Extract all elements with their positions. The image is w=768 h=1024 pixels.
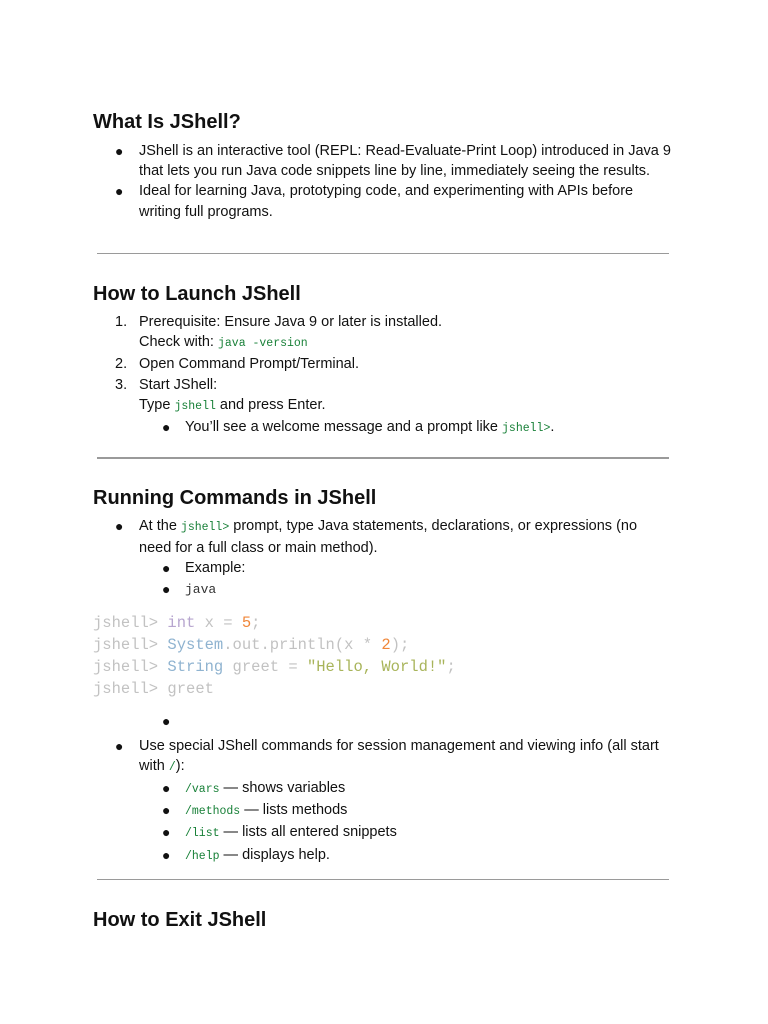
list-item: [93, 312, 671, 354]
list-number: 2.: [115, 356, 128, 373]
code-text: .out.println(x *: [223, 636, 382, 655]
sub-list-item: [93, 579, 671, 600]
list-item-text: and press Enter.: [215, 396, 326, 413]
inline-code: java: [185, 581, 217, 597]
list-item-text: Start JShell:: [139, 376, 218, 393]
list-item-text: Ideal for learning Java, prototyping code, and experimenting with APIs before writing full programs.: [139, 183, 634, 220]
divider: [97, 879, 669, 880]
inline-code: /: [168, 760, 176, 774]
code-line: [93, 658, 456, 676]
heading-what-is-jshell: What Is JShell?: [93, 111, 241, 133]
heading-how-to-exit: How to Exit JShell: [93, 909, 267, 931]
list-number: 3.: [115, 376, 128, 393]
bullet-marker: ●: [162, 560, 171, 577]
inline-code: /help: [185, 849, 220, 863]
list-item: [93, 736, 671, 778]
bullet-marker: ●: [115, 518, 124, 534]
code-string: "Hello, World!": [306, 658, 447, 677]
code-text: ;: [446, 658, 456, 677]
section-what-is-jshell: [93, 110, 671, 222]
inline-code: /vars: [185, 783, 220, 797]
code-prompt: jshell>: [93, 636, 168, 655]
sub-list-item: [93, 711, 671, 731]
bullet-list: [93, 711, 671, 867]
code-line: [93, 614, 260, 632]
sub-list-item: [93, 822, 671, 844]
bullet-list: [93, 141, 671, 222]
heading-running-commands: Running Commands in JShell: [93, 487, 377, 509]
bullet-marker: ●: [162, 802, 171, 819]
list-item-text: .: [550, 419, 555, 436]
bullet-marker: ●: [162, 580, 171, 597]
list-item-text: Prerequisite: Ensure Java 9 or later is installed.: [139, 314, 443, 330]
inline-code: jshell>: [502, 422, 551, 436]
code-number: 5: [241, 613, 252, 632]
section-how-to-exit: [93, 908, 671, 932]
code-keyword: int: [167, 613, 196, 632]
sub-list-item: [93, 558, 671, 578]
bullet-marker: ●: [115, 183, 124, 200]
code-number: 2: [381, 636, 391, 655]
list-item-text: — lists methods: [240, 802, 348, 819]
code-type: String: [167, 658, 224, 677]
inline-code: /list: [185, 827, 220, 841]
list-number: 1.: [115, 314, 128, 330]
sub-list-item: [93, 845, 671, 867]
list-item-text: — displays help.: [219, 846, 330, 863]
list-item-text: At the: [139, 518, 181, 534]
code-text: x =: [195, 613, 242, 632]
sub-list-item: [93, 778, 671, 800]
list-item-text: — lists all entered snippets: [219, 824, 397, 841]
bullet-list: [93, 516, 671, 600]
list-item: [93, 375, 671, 417]
code-line: [93, 680, 214, 698]
bullet-marker: ●: [162, 824, 171, 841]
divider: [97, 457, 669, 459]
code-block: [93, 612, 671, 701]
code-prompt: jshell>: [93, 613, 168, 632]
list-item-text: Check with:: [139, 334, 218, 351]
list-item: [93, 181, 671, 221]
list-item-text: — shows variables: [219, 780, 346, 797]
code-prompt: jshell>: [93, 658, 168, 677]
inline-code: jshell>: [180, 521, 230, 534]
section-running-commands: [93, 486, 671, 867]
code-prompt: jshell>: [93, 680, 168, 699]
bullet-marker: ●: [162, 780, 171, 797]
bullet-marker: ●: [162, 712, 171, 729]
numbered-list: [93, 312, 671, 439]
divider: [97, 253, 669, 254]
code-text: greet: [167, 680, 214, 699]
heading-how-to-launch: How to Launch JShell: [93, 283, 301, 305]
code-text: ;: [251, 613, 261, 632]
list-item-text: JShell is an interactive tool (REPL: Read-Evaluate-Print Loop) introduced in Java 9 that lets you run Java code snippets line by line, immediately seeing the results.: [139, 143, 671, 180]
list-item-text: Example:: [185, 560, 246, 577]
bullet-marker: ●: [115, 737, 124, 754]
code-type: System: [167, 636, 224, 655]
bullet-marker: ●: [162, 846, 171, 863]
code-text: greet =: [223, 658, 307, 677]
sub-list-item: [93, 800, 671, 822]
list-item-text: prompt, type Java statements, declarations, or expressions (no need for a full class or main method).: [139, 518, 638, 557]
bullet-marker: ●: [115, 143, 124, 159]
list-item: [93, 354, 671, 374]
sub-list-item: [93, 417, 671, 439]
inline-code: /methods: [185, 805, 241, 819]
bullet-marker: ●: [162, 419, 171, 436]
list-item-text: You’ll see a welcome message and a prompt like: [185, 419, 503, 436]
list-item-text: Open Command Prompt/Terminal.: [139, 356, 359, 373]
list-item: [93, 141, 671, 181]
code-line: [93, 636, 409, 654]
list-item-text: Use special JShell commands for session management and viewing info (all start with: [139, 737, 659, 774]
section-how-to-launch: [93, 282, 671, 439]
code-text: );: [390, 636, 410, 655]
inline-code: java -version: [217, 337, 308, 351]
list-item-text: Type: [139, 396, 175, 413]
list-item-text: ):: [175, 757, 185, 774]
inline-code: jshell: [174, 399, 216, 413]
list-item: [93, 516, 671, 558]
